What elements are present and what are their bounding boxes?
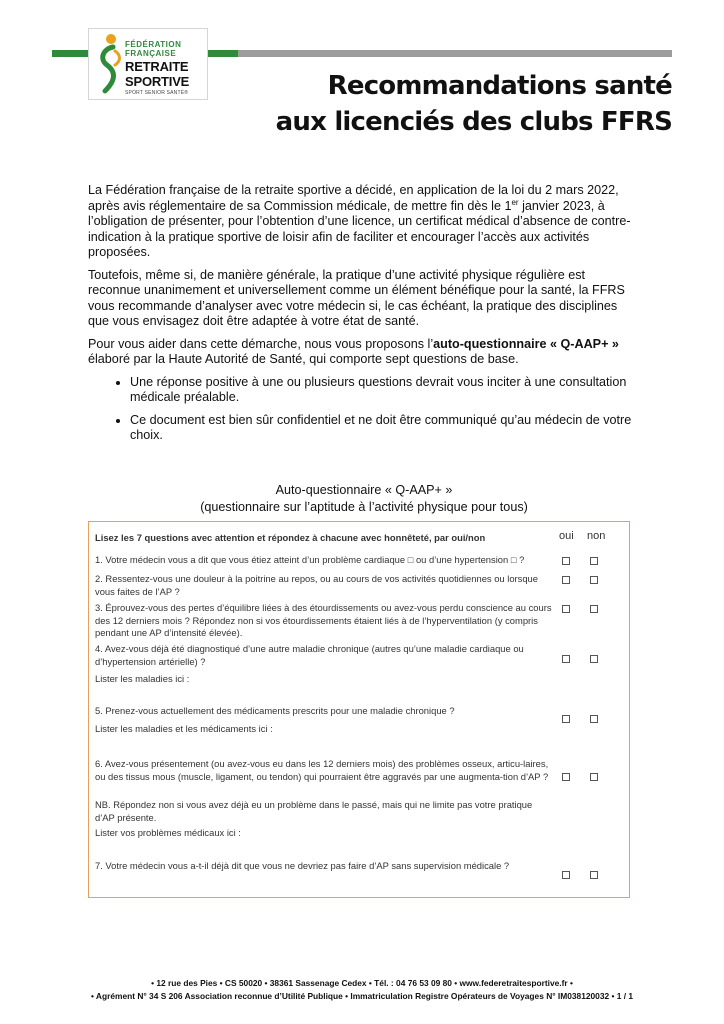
intro-text [88,183,640,451]
q7-no-checkbox[interactable] [590,871,598,879]
intro-paragraph-3 [88,337,640,368]
q1-no-checkbox[interactable] [590,557,598,565]
footer-registration: • Agrément N° 34 S 206 Association reconnue d’Utilité Publique • Immatriculation Registre Opérateurs de Voyages N° IM038120032 • 1 / 1 [90,991,634,1001]
q5-no-checkbox[interactable] [590,715,598,723]
q4-no-checkbox[interactable] [590,655,598,663]
q2-no-checkbox[interactable] [590,576,598,584]
q4-list-label: Lister les maladies ici : [95,673,190,684]
questionnaire-box [88,521,630,898]
logo-sportive: SPORTIVE [125,74,190,89]
p1-end: janvier 2023, à l’obligation de présenter, pour l’obtention d’une licence, un certificat médical d’absence de contre-indication à la pratique sportive de loisir afin de faciliter et encourager l’accès aux activités proposées. [88,198,631,259]
intro-bullets [88,375,640,444]
question-4: 4. Avez-vous déjà été diagnostiqué d’une autre maladie chronique (autres qu’une maladie cardiaque ou d’hypertension artérielle) ? [95,643,524,667]
q5-yes-checkbox[interactable] [562,715,570,723]
questionnaire-heading [88,482,640,516]
p1-superscript: er [511,197,519,207]
question-7: 7. Votre médecin vous a-t-il déjà dit que vous ne devriez pas faire d’AP sans supervision médicale ? [95,860,510,871]
q3-yes-checkbox[interactable] [562,605,570,613]
p1-start: La Fédération française de la retraite sportive a décidé, en application de la loi du 2 mars 2022, après avis réglementaire de sa Commission médicale, de mettre fin dès le 1 [88,183,619,213]
ffrs-logo [88,28,208,100]
bullet-item: • Une réponse positive à une ou plusieurs questions devrait vous inciter à une consultation médicale préalable. [130,375,640,406]
title-line-1: Recommandations santé [327,71,672,101]
q6-note: NB. Répondez non si vous avez déjà eu un problème dans le passé, mais qui ne limite pas votre pratique d’AP présente. [95,799,533,823]
logo-federation: FÉDÉRATION [125,40,182,49]
q5-list-label: Lister les maladies et les médicaments ici : [95,723,273,734]
p3-end: élaboré par la Haute Autorité de Santé, qui comporte sept questions de base. [88,352,519,366]
footer-address: • 12 rue des Pies • CS 50020 • 38361 Sassenage Cedex • Tél. : 04 76 53 09 80 • www.federetraitesportive.fr • [151,978,573,988]
column-no: non [587,530,606,542]
questionnaire-subtitle: (questionnaire sur l’aptitude à l’activité physique pour tous) [200,500,528,514]
title-line-2: aux licenciés des clubs FFRS [275,107,672,137]
runner-logo-icon [93,31,125,97]
logo-francaise: FRANÇAISE [125,49,177,58]
question-5: 5. Prenez-vous actuellement des médicaments prescrits pour une maladie chronique ? [95,705,455,716]
q3-no-checkbox[interactable] [590,605,598,613]
p3-start: Pour vous aider dans cette démarche, nous vous proposons l’ [88,336,434,351]
q6-list-label: Lister vos problèmes médicaux ici : [95,827,241,838]
question-2: 2. Ressentez-vous une douleur à la poitrine au repos, ou au cours de vos activités quotidiennes ou lorsque vous faites de l’AP ? [95,573,538,597]
q2-yes-checkbox[interactable] [562,576,570,584]
column-yes: oui [559,530,574,542]
page-title [276,68,672,140]
questionnaire-instruction: Lisez les 7 questions avec attention et répondez à chacune avec honnêteté, par oui/non [95,532,486,543]
intro-paragraph-2: Toutefois, même si, de manière générale, la pratique d’une activité physique régulière est reconnue unanimement et universellement comme un élément bénéfique pour la santé, la FFRS vous recommande d’analyser avec votre médecin si, le cas échéant, la pratique des disciplines que vous envisagez doit être adaptée à votre état de santé. [88,267,625,328]
q6-yes-checkbox[interactable] [562,773,570,781]
question-6: 6. Avez-vous présentement (ou avez-vous eu dans les 12 derniers mois) des problèmes osseux, articu-laires, ou des tissus mous (muscle, ligament, ou tendon) qui pourraient être aggravés par une augmenta-tion d’AP ? [95,758,549,782]
p3-bold: auto-questionnaire « Q-AAP+ » [433,336,619,351]
questionnaire-title: Auto-questionnaire « Q-AAP+ » [275,483,453,497]
question-1: 1. Votre médecin vous a dit que vous étiez atteint d’un problème cardiaque □ ou d’une hypertension □ ? [95,554,525,565]
q1-yes-checkbox[interactable] [562,557,570,565]
logo-tagline: SPORT SENIOR SANTÉ® [125,90,189,96]
q7-yes-checkbox[interactable] [562,871,570,879]
q6-no-checkbox[interactable] [590,773,598,781]
question-3: 3. Éprouvez-vous des pertes d’équilibre liées à des étourdissements ou avez-vous perdu conscience au cours des 12 derniers mois ? Répondez non si vos étourdissements étaient liés à de l’hyperventilation (y compris pendant une AP d’intensité élevée). [95,602,552,638]
logo-retraite: RETRAITE [125,59,189,74]
intro-paragraph-1 [88,183,640,261]
q4-yes-checkbox[interactable] [562,655,570,663]
bullet-item: • Ce document est bien sûr confidentiel et ne doit être communiqué qu’au médecin de votre choix. [130,413,640,444]
